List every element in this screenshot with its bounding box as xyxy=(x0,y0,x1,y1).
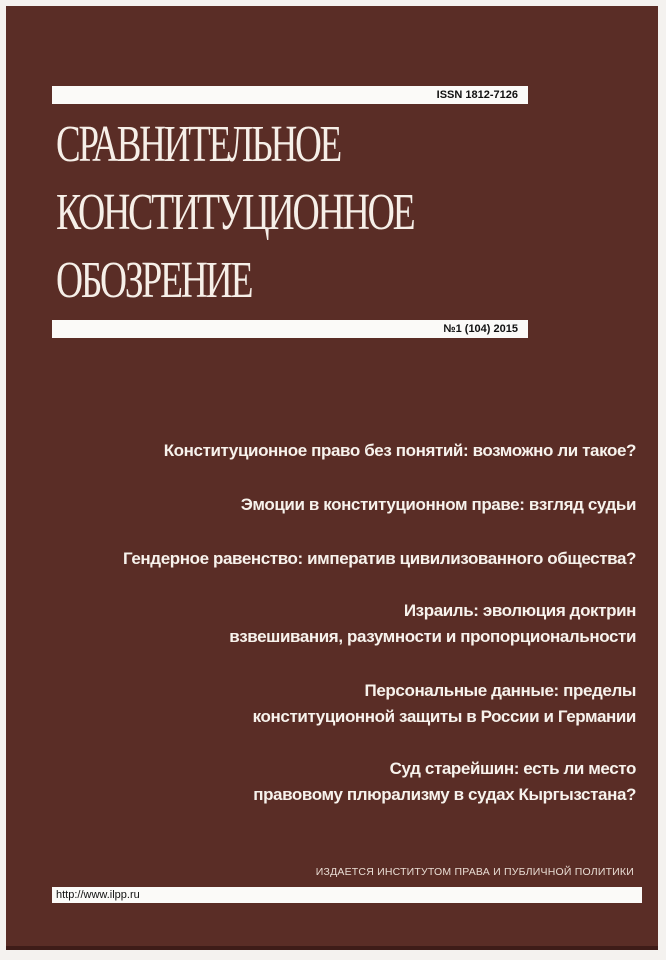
publisher-line: ИЗДАЕТСЯ ИНСТИТУТОМ ПРАВА И ПУБЛИЧНОЙ ПОЛИТИКИ xyxy=(315,866,634,878)
title-line-2: КОНСТИТУЦИОННОЕ xyxy=(56,184,414,241)
title-line-3: ОБОЗРЕНИЕ xyxy=(56,252,252,309)
headline-6-line-1: Суд старейшин: есть ли место xyxy=(389,759,636,778)
headline-4-line-2: взвешивания, разумности и пропорциональности xyxy=(229,627,636,646)
headline-5-line-1: Персональные данные: пределы xyxy=(364,681,636,700)
headline-1: Конституционное право без понятий: возможно ли такое? xyxy=(163,441,636,460)
issue-band xyxy=(52,320,528,338)
issn-text: ISSN 1812-7126 xyxy=(436,89,518,101)
headline-6-line-2: правовому плюрализму в судах Кыргызстана? xyxy=(253,785,636,804)
website-url: http://www.ilpp.ru xyxy=(56,889,140,901)
headline-5-line-2: конституционной защиты в России и Германии xyxy=(252,707,636,726)
headline-2: Эмоции в конституционном праве: взгляд судьи xyxy=(240,495,636,514)
journal-cover xyxy=(6,6,658,950)
title-line-1: СРАВНИТЕЛЬНОЕ xyxy=(56,116,341,173)
issn-band xyxy=(52,86,528,104)
url-band xyxy=(52,887,642,903)
headline-3: Гендерное равенство: императив цивилизованного общества? xyxy=(123,549,636,568)
issue-number: №1 (104) 2015 xyxy=(443,323,518,335)
headline-4-line-1: Израиль: эволюция доктрин xyxy=(403,601,636,620)
cover-bottom-edge xyxy=(6,946,658,950)
